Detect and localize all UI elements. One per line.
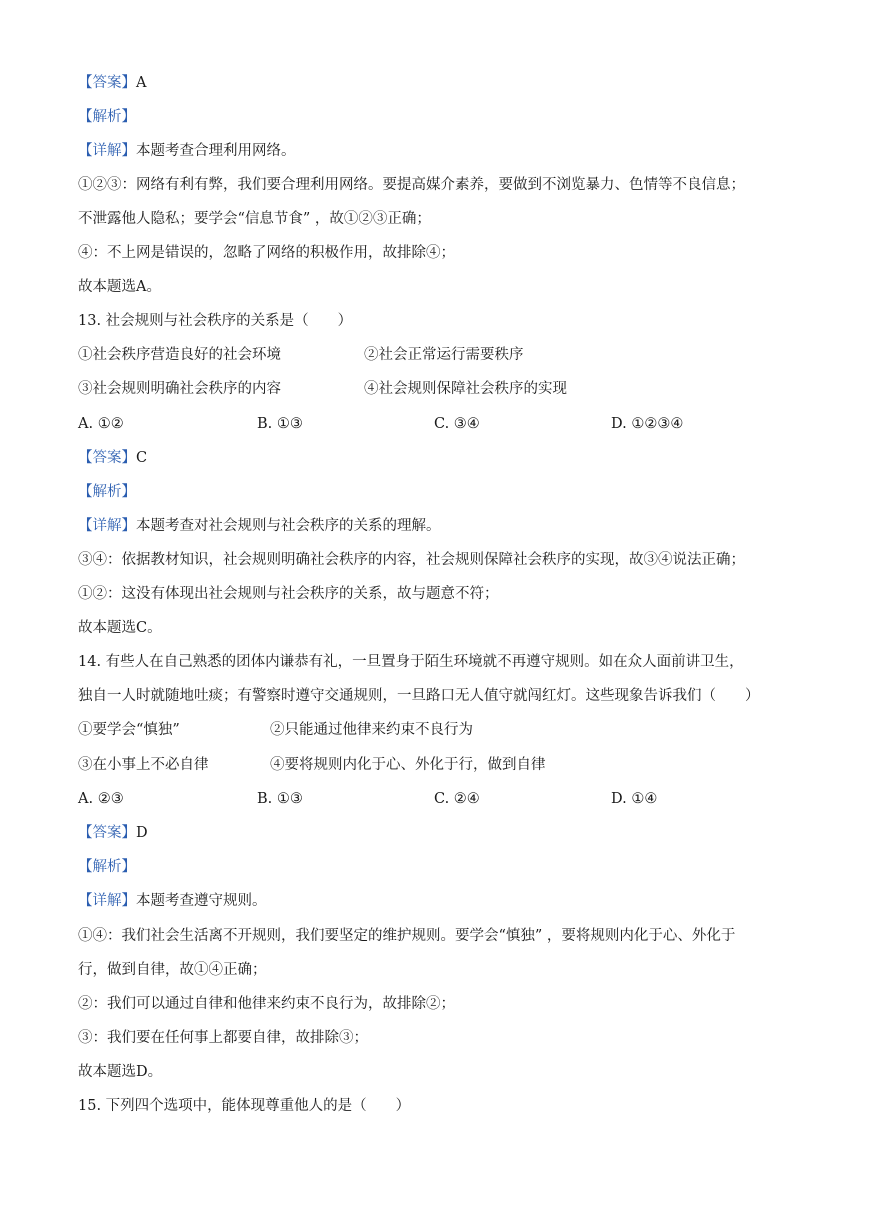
q14-explanation-3: ②：我们可以通过自律和他律来约束不良行为，故排除②； xyxy=(78,996,455,1012)
q14-statement-3: ③在小事上不必自律 xyxy=(78,757,209,773)
q14-choice-b[interactable]: B. ①③ xyxy=(257,791,303,807)
q14-answer xyxy=(78,823,148,843)
q12-explanation-3: ④：不上网是错误的，忽略了网络的积极作用，故排除④； xyxy=(78,245,455,261)
q14-analysis-tag: 【解析】 xyxy=(78,859,136,875)
detail-tag: 【详解】 xyxy=(78,518,136,534)
q13-choice-c[interactable]: C. ③④ xyxy=(434,416,480,432)
answer-tag: 【答案】 xyxy=(78,450,136,466)
answer-value: A xyxy=(136,75,147,91)
q13-statement-1: ①社会秩序营造良好的社会环境 xyxy=(78,347,281,363)
q12-explanation-2: 不泄露他人隐私；要学会“信息节食” ，故①②③正确； xyxy=(78,211,431,227)
q14-explanation-1: ①④：我们社会生活离不开规则，我们要坚定的维护规则。要学会“慎独” ，要将规则内化于心、外化于 xyxy=(78,928,736,944)
q14-stem-2: 独自一人时就随地吐痰；有警察时遵守交通规则，一旦路口无人值守就闯红灯。这些现象告诉我们（ ） xyxy=(78,688,760,704)
answer-value: D xyxy=(136,825,148,841)
q13-stem: 13. 社会规则与社会秩序的关系是（ ） xyxy=(78,313,353,329)
q13-statements-row-2 xyxy=(78,379,567,399)
q13-choice-a[interactable]: A. ①② xyxy=(78,416,124,432)
answer-value: C xyxy=(136,450,148,466)
q13-statements-row-1 xyxy=(78,345,524,365)
q14-conclusion: 故本题选D。 xyxy=(78,1064,163,1080)
q12-explanation-1: ①②③：网络有利有弊，我们要合理利用网络。要提高媒介素养，要做到不浏览暴力、色情等不良信息； xyxy=(78,177,745,193)
q12-analysis-tag: 【解析】 xyxy=(78,109,136,125)
q14-choice-a[interactable]: A. ②③ xyxy=(78,791,124,807)
answer-tag: 【答案】 xyxy=(78,825,136,841)
q13-answer xyxy=(78,448,147,468)
q14-statements-row-2 xyxy=(78,755,546,775)
q14-statements-row-1 xyxy=(78,720,473,740)
detail-text: 本题考查对社会规则与社会秩序的关系的理解。 xyxy=(136,518,441,534)
q13-statement-2: ②社会正常运行需要秩序 xyxy=(364,347,524,363)
detail-tag: 【详解】 xyxy=(78,143,136,159)
q15-stem: 15. 下列四个选项中，能体现尊重他人的是（ ） xyxy=(78,1098,411,1114)
q12-answer xyxy=(78,73,146,93)
q13-explanation-1: ③④：依据教材知识，社会规则明确社会秩序的内容，社会规则保障社会秩序的实现，故③④说法正确； xyxy=(78,552,745,568)
q13-analysis-tag: 【解析】 xyxy=(78,484,136,500)
q14-explanation-4: ③：我们要在任何事上都要自律，故排除③； xyxy=(78,1030,368,1046)
q13-conclusion: 故本题选C。 xyxy=(78,620,162,636)
q14-explanation-2: 行，做到自律，故①④正确； xyxy=(78,962,267,978)
detail-text: 本题考查遵守规则。 xyxy=(136,893,267,909)
q14-statement-2: ②只能通过他律来约束不良行为 xyxy=(270,722,473,738)
q12-conclusion: 故本题选A。 xyxy=(78,279,161,295)
detail-text: 本题考查合理利用网络。 xyxy=(136,143,296,159)
q14-choice-d[interactable]: D. ①④ xyxy=(611,791,658,807)
q13-explanation-2: ①②：这没有体现出社会规则与社会秩序的关系，故与题意不符； xyxy=(78,586,499,602)
q13-statement-3: ③社会规则明确社会秩序的内容 xyxy=(78,381,281,397)
q14-choice-c[interactable]: C. ②④ xyxy=(434,791,480,807)
q14-statement-4: ④要将规则内化于心、外化于行，做到自律 xyxy=(270,757,546,773)
q13-choice-b[interactable]: B. ①③ xyxy=(257,416,303,432)
q14-statement-1: ①要学会“慎独” xyxy=(78,722,180,738)
q12-detail xyxy=(78,141,296,161)
q14-stem-1: 14. 有些人在自己熟悉的团体内谦恭有礼，一旦置身于陌生环境就不再遵守规则。如在众人面前讲卫生， xyxy=(78,654,744,670)
answer-tag: 【答案】 xyxy=(78,75,136,91)
q14-detail xyxy=(78,891,267,911)
detail-tag: 【详解】 xyxy=(78,893,136,909)
q13-detail xyxy=(78,516,441,536)
q13-statement-4: ④社会规则保障社会秩序的实现 xyxy=(364,381,567,397)
q13-choice-d[interactable]: D. ①②③④ xyxy=(611,416,684,432)
